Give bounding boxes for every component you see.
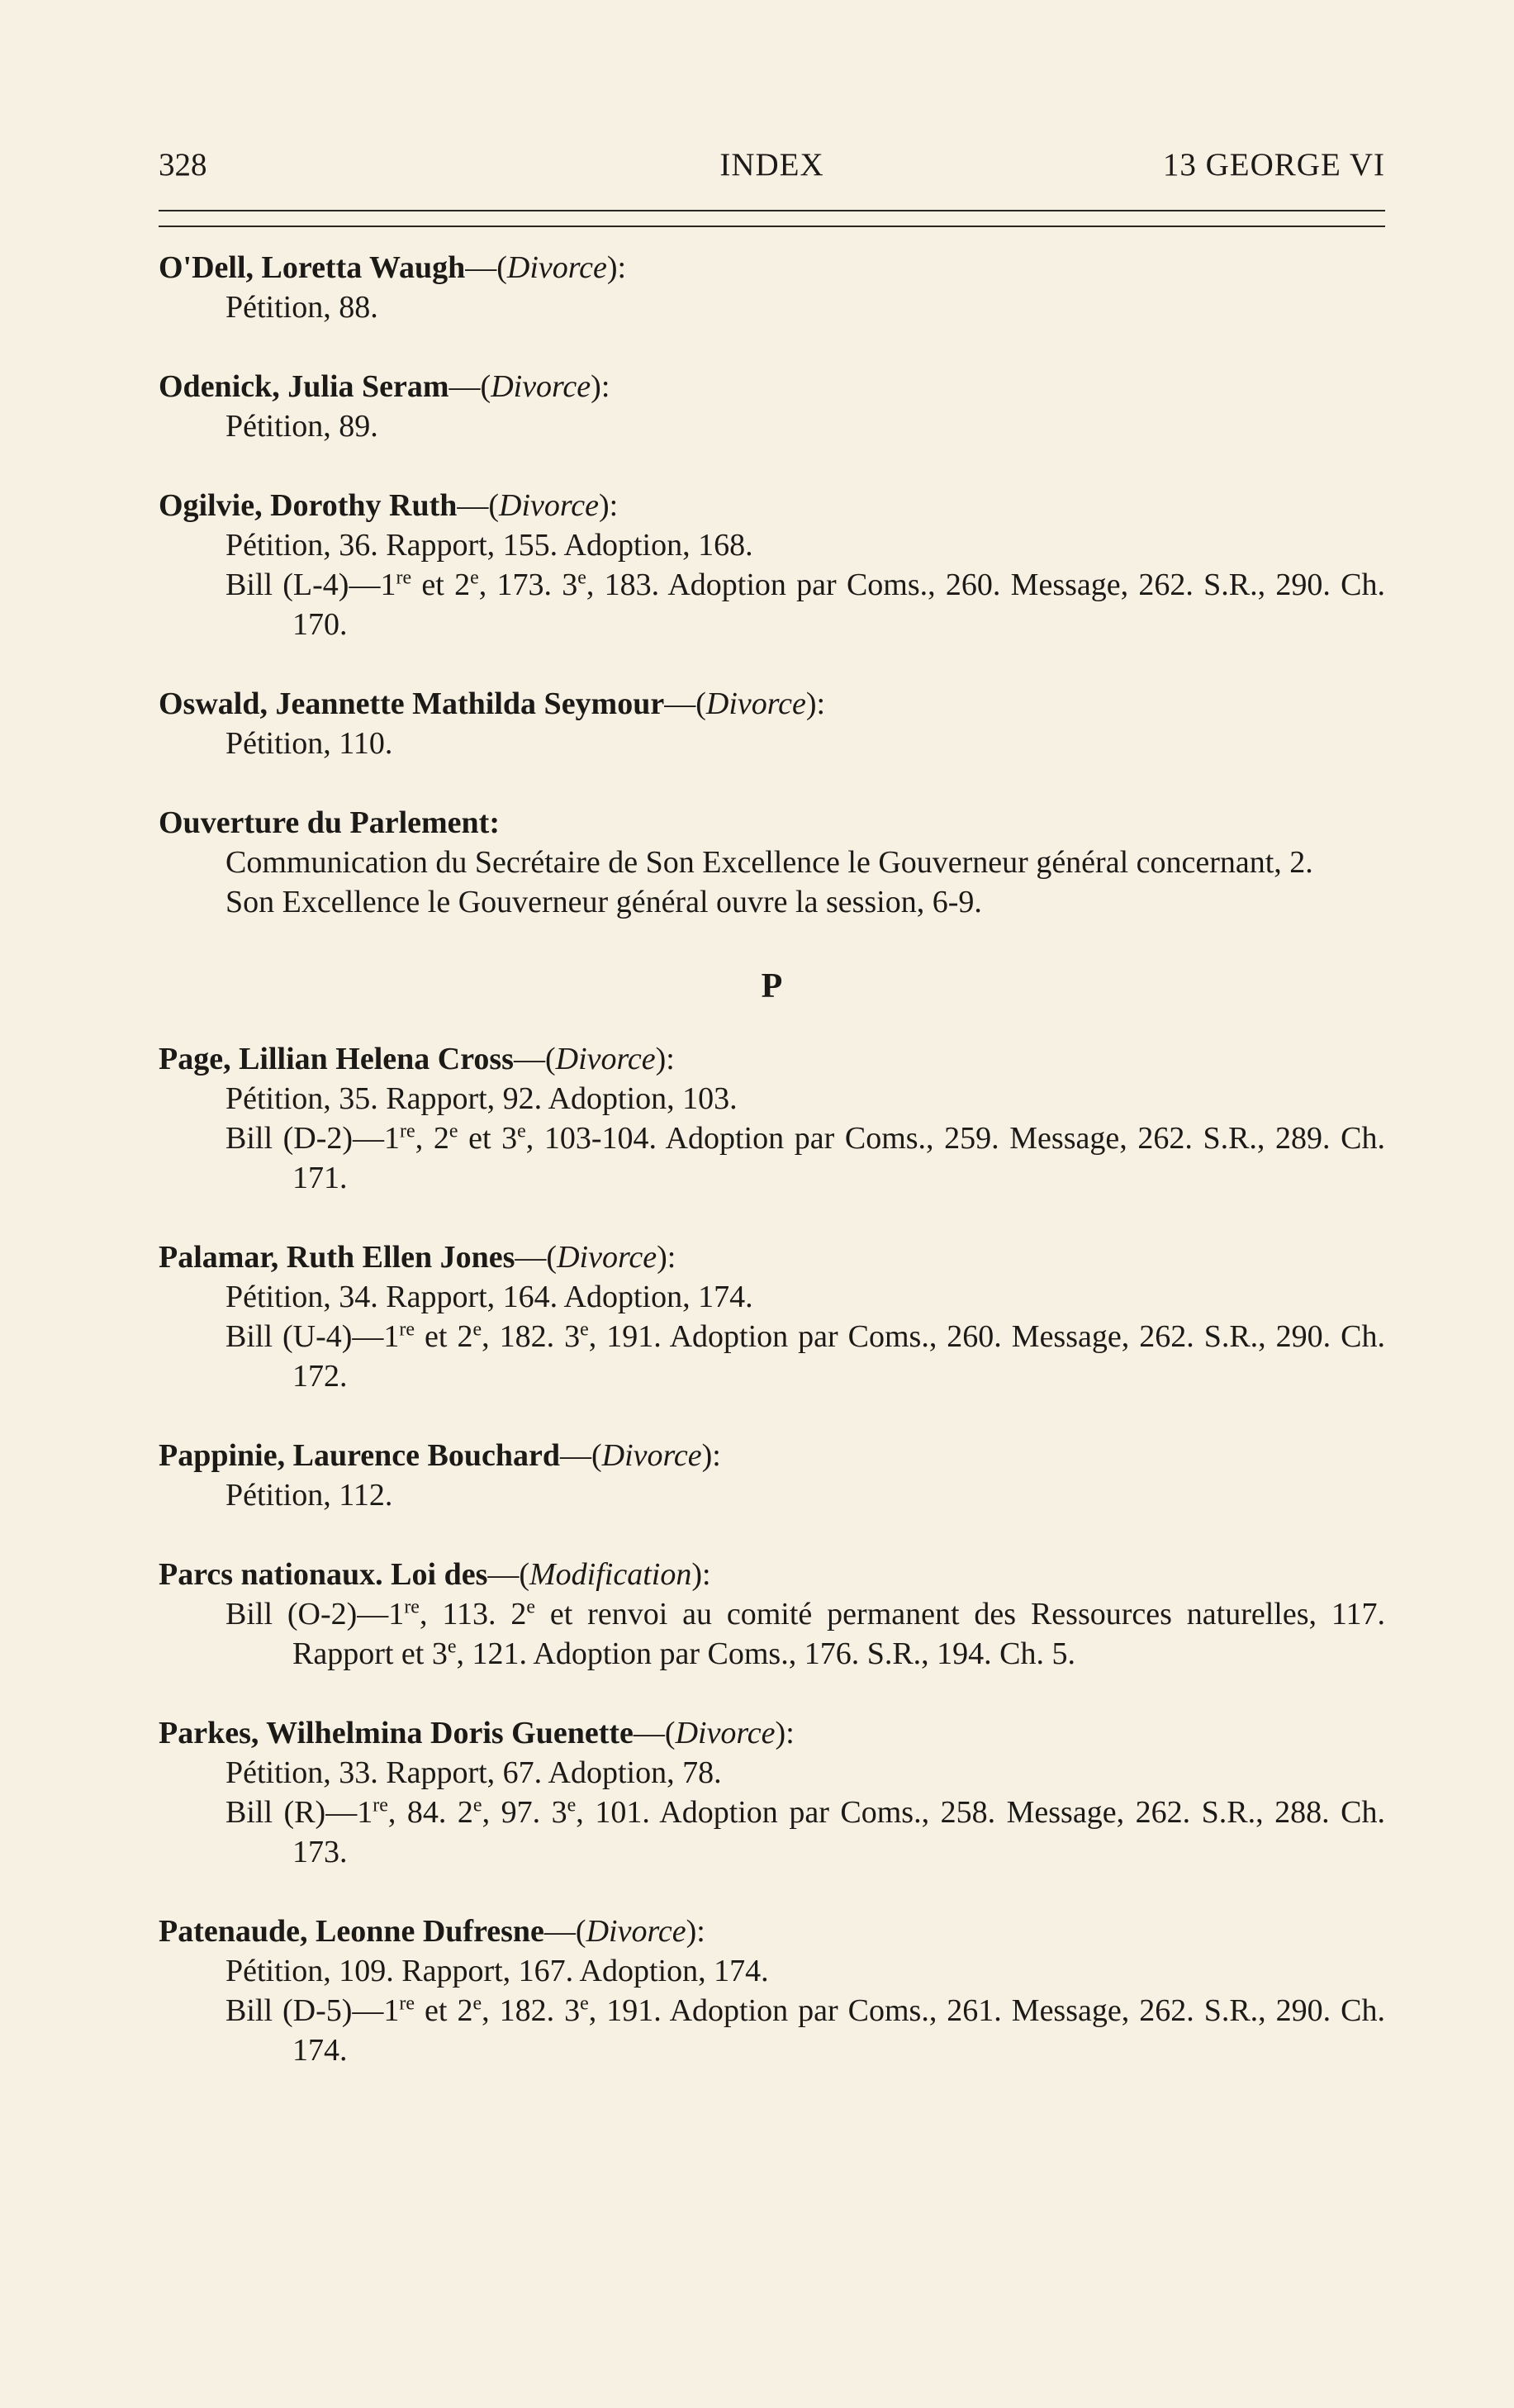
entry-heading: Odenick, Julia Seram—(Divorce): bbox=[159, 369, 610, 404]
entry-name: O'Dell, Loretta Waugh bbox=[159, 250, 466, 285]
entry-name: Odenick, Julia Seram bbox=[159, 369, 449, 404]
entry-type: Divorce bbox=[499, 488, 600, 523]
entry-name: Ogilvie, Dorothy Ruth bbox=[159, 488, 458, 523]
entry-reference-line: Bill (D-2)—1re, 2e et 3e, 103-104. Adoption par Coms., 259. Message, 262. S.R., 289. Ch. 171. bbox=[225, 1120, 1385, 1195]
header-rule-lower bbox=[159, 226, 1385, 227]
entry-reference-line: Pétition, 110. bbox=[225, 726, 393, 761]
index-entry bbox=[159, 684, 1385, 763]
section-letter: P bbox=[761, 967, 783, 1005]
entry-type: Divorce bbox=[586, 1914, 686, 1949]
index-entry bbox=[159, 1713, 1385, 1872]
index-entry bbox=[159, 367, 1385, 446]
entry-type: Divorce bbox=[601, 1438, 702, 1473]
entry-heading bbox=[159, 803, 1385, 843]
entry-reference-line: Pétition, 88. bbox=[225, 290, 378, 325]
entry-type: Modification bbox=[529, 1557, 692, 1592]
entry-name: Patenaude, Leonne Dufresne bbox=[159, 1914, 544, 1949]
entry-reference-line: Bill (U-4)—1re et 2e, 182. 3e, 191. Adoption par Coms., 260. Message, 262. S.R., 290. Ch. 172. bbox=[225, 1318, 1385, 1394]
index-content bbox=[159, 248, 1385, 2110]
entry-reference-line: Communication du Secrétaire de Son Excellence le Gouverneur général concernant, 2. bbox=[225, 845, 1313, 880]
entry-heading: Patenaude, Leonne Dufresne—(Divorce): bbox=[159, 1914, 705, 1949]
entry-reference-line: Pétition, 34. Rapport, 164. Adoption, 174. bbox=[225, 1280, 753, 1314]
entry-heading: Page, Lillian Helena Cross—(Divorce): bbox=[159, 1042, 675, 1076]
entry-heading: O'Dell, Loretta Waugh—(Divorce): bbox=[159, 250, 627, 285]
page-number: 328 bbox=[159, 147, 207, 183]
entry-reference-line: Bill (L-4)—1re et 2e, 173. 3e, 183. Adoption par Coms., 260. Message, 262. S.R., 290. Ch. 170. bbox=[225, 567, 1385, 642]
entry-reference-line: Pétition, 36. Rapport, 155. Adoption, 168. bbox=[225, 528, 753, 563]
entry-reference-line: Pétition, 112. bbox=[225, 1478, 393, 1513]
entry-name: Palamar, Ruth Ellen Jones bbox=[159, 1240, 515, 1275]
entry-heading: Ogilvie, Dorothy Ruth—(Divorce): bbox=[159, 488, 619, 523]
header-rule bbox=[159, 210, 1385, 211]
entry-heading: Palamar, Ruth Ellen Jones—(Divorce): bbox=[159, 1240, 676, 1275]
entry-name: Ouverture du Parlement: bbox=[159, 805, 500, 840]
entry-name: Page, Lillian Helena Cross bbox=[159, 1042, 514, 1076]
index-entry bbox=[159, 1039, 1385, 1198]
index-entry bbox=[159, 1436, 1385, 1515]
entry-heading: Parkes, Wilhelmina Doris Guenette—(Divorce): bbox=[159, 1716, 795, 1750]
index-entry bbox=[159, 1555, 1385, 1674]
entry-reference-line: Bill (R)—1re, 84. 2e, 97. 3e, 101. Adoption par Coms., 258. Message, 262. S.R., 288. Ch. 173. bbox=[225, 1794, 1386, 1869]
entry-reference-line: Son Excellence le Gouverneur général ouvre la session, 6-9. bbox=[225, 885, 982, 919]
entry-heading: Parcs nationaux. Loi des—(Modification): bbox=[159, 1557, 711, 1592]
index-entry bbox=[159, 248, 1385, 327]
entry-type: Divorce bbox=[705, 686, 806, 721]
page-header bbox=[159, 140, 1385, 190]
entry-reference-line: Bill (D-5)—1re et 2e, 182. 3e, 191. Adoption par Coms., 261. Message, 262. S.R., 290. Ch. 174. bbox=[225, 1992, 1385, 2068]
page-title: INDEX bbox=[719, 147, 824, 183]
entry-type: Divorce bbox=[555, 1042, 656, 1076]
entry-reference-line: Pétition, 109. Rapport, 167. Adoption, 174. bbox=[225, 1954, 769, 1988]
index-entry bbox=[159, 1912, 1385, 2070]
entry-name: Pappinie, Laurence Bouchard bbox=[159, 1438, 560, 1473]
entry-reference-line: Pétition, 33. Rapport, 67. Adoption, 78. bbox=[225, 1755, 722, 1790]
entry-heading: Pappinie, Laurence Bouchard—(Divorce): bbox=[159, 1438, 721, 1473]
entry-type: Divorce bbox=[557, 1240, 657, 1275]
entry-name: Parcs nationaux. Loi des bbox=[159, 1557, 488, 1592]
index-entry bbox=[159, 486, 1385, 644]
running-head: 13 GEORGE VI bbox=[1162, 147, 1385, 183]
entry-reference-line: Pétition, 35. Rapport, 92. Adoption, 103. bbox=[225, 1081, 738, 1116]
index-entry bbox=[159, 1237, 1385, 1396]
entry-type: Divorce bbox=[506, 250, 607, 285]
entry-type: Divorce bbox=[491, 369, 591, 404]
entry-type: Divorce bbox=[675, 1716, 776, 1750]
entry-name: Oswald, Jeannette Mathilda Seymour bbox=[159, 686, 665, 721]
entry-heading: Oswald, Jeannette Mathilda Seymour—(Divorce): bbox=[159, 686, 826, 721]
entry-reference-line: Bill (O-2)—1re, 113. 2e et renvoi au comité permanent des Ressources naturelles, 117. Rapport et 3e, 121. Adoption par Coms., 176. S.R., 194. Ch. 5. bbox=[225, 1596, 1385, 1671]
index-entry bbox=[159, 803, 1385, 922]
entry-name: Parkes, Wilhelmina Doris Guenette bbox=[159, 1716, 634, 1750]
entry-reference-line: Pétition, 89. bbox=[225, 409, 378, 444]
entries-p bbox=[159, 1039, 1385, 2070]
entries-o bbox=[159, 248, 1385, 922]
